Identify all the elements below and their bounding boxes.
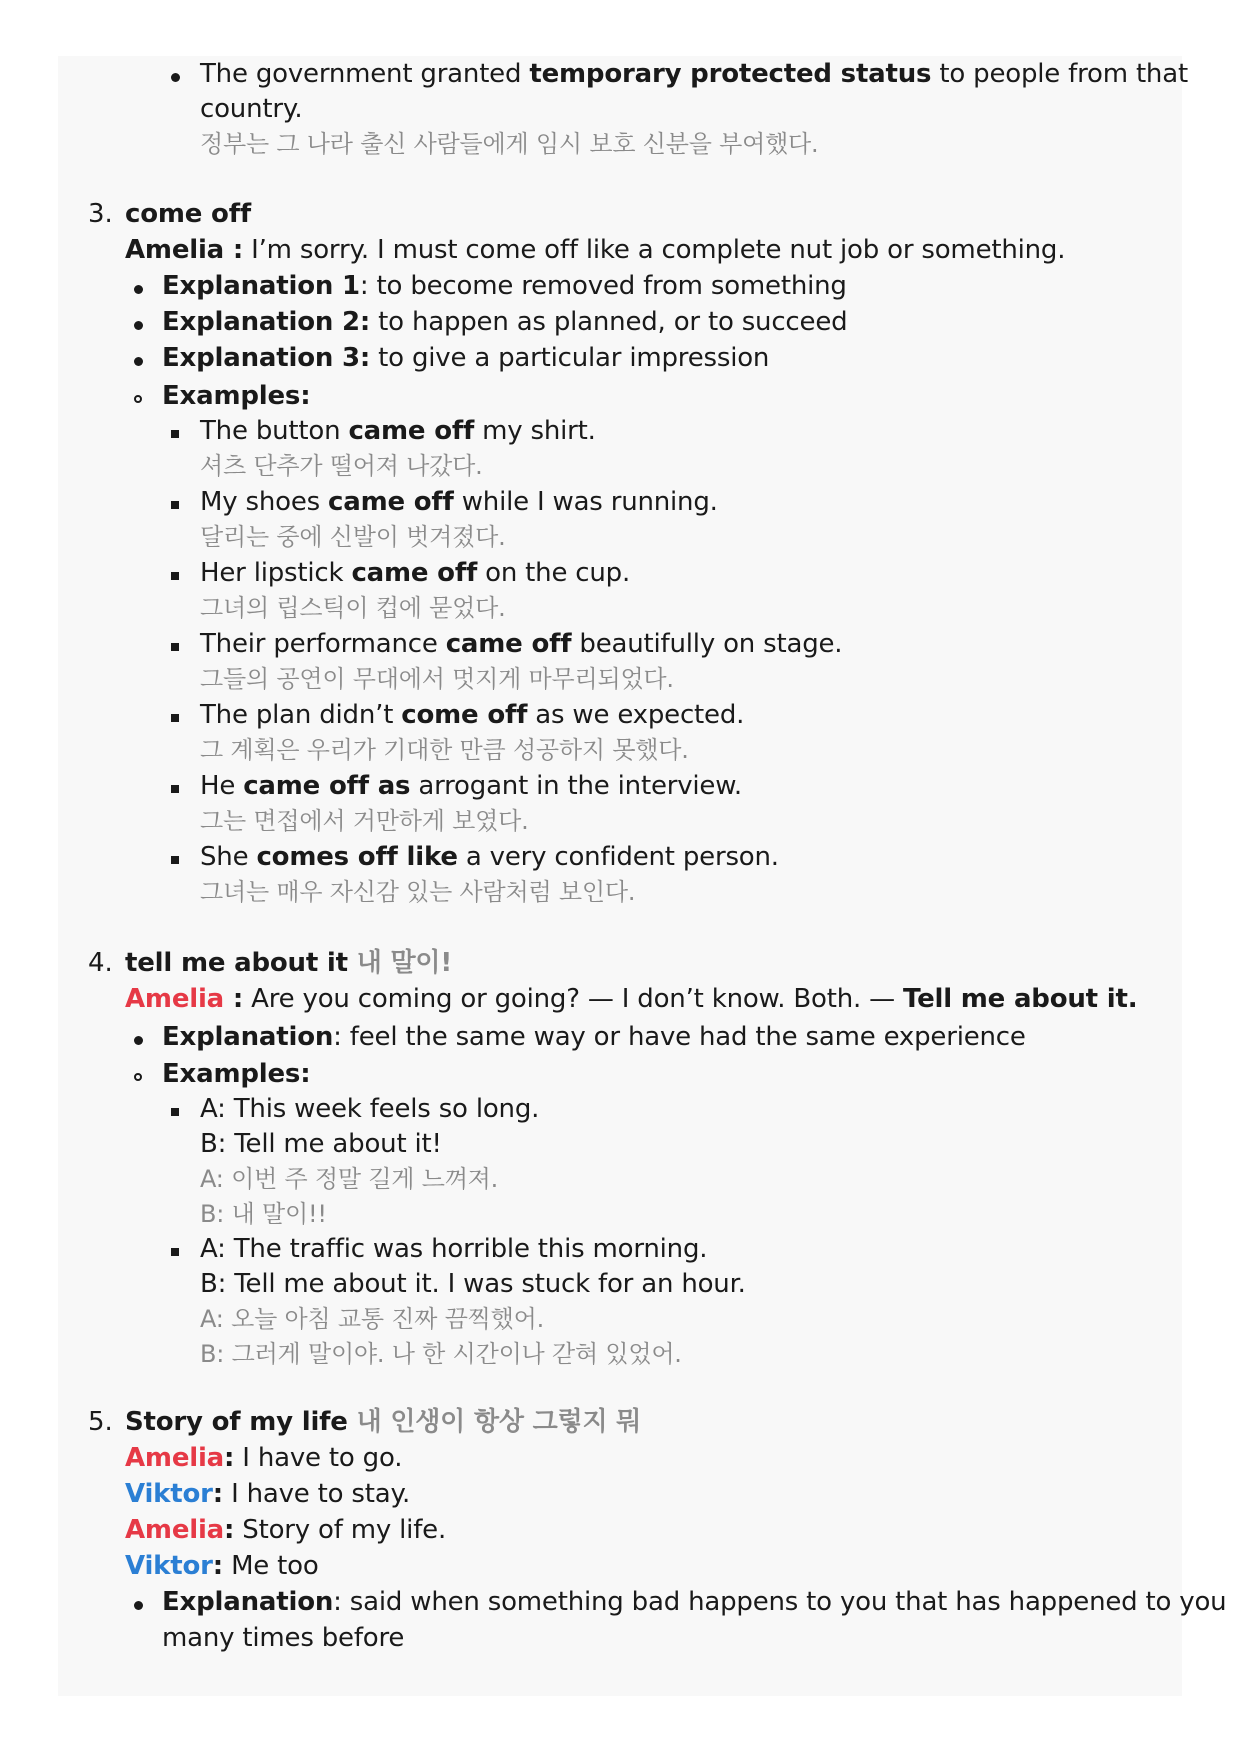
bullet-circle: [134, 395, 142, 403]
section-title: tell me about it 내 말이!: [125, 948, 452, 978]
section-number: 3.: [88, 199, 113, 229]
bullet: [134, 1601, 143, 1610]
example: Her lipstick came off on the cup.: [200, 558, 631, 588]
dialog-line: Viktor: Me too: [125, 1551, 319, 1581]
example: She comes off like a very confident person.: [200, 842, 779, 872]
example-b: B: Tell me about it!: [200, 1129, 442, 1159]
section-title: come off: [125, 199, 251, 229]
example-ko: 그녀의 립스틱이 컵에 묻었다.: [200, 594, 506, 622]
bullet-square: [171, 501, 179, 509]
section-title: Story of my life 내 인생이 항상 그렇지 뭐: [125, 1407, 642, 1437]
example-ko-a: A: 이번 주 정말 길게 느껴져.: [200, 1165, 499, 1193]
intro-example-wrap: country.: [200, 94, 303, 124]
bullet-circle: [134, 1073, 142, 1081]
bullet-square: [171, 1248, 179, 1256]
bullet-square: [171, 1108, 179, 1116]
intro-example-ko: 정부는 그 나라 출신 사람들에게 임시 보호 신분을 부여했다.: [200, 130, 819, 158]
bullet: [171, 73, 180, 82]
explanation-wrap: many times before: [162, 1623, 405, 1653]
example-ko: 달리는 중에 신발이 벗겨졌다.: [200, 523, 506, 551]
bullet-square: [171, 572, 179, 580]
example: My shoes came off while I was running.: [200, 487, 718, 517]
bullet-square: [171, 785, 179, 793]
example: He came off as arrogant in the interview.: [200, 771, 742, 801]
section-number: 5.: [88, 1407, 113, 1437]
bullet: [134, 357, 143, 366]
example-ko: 그녀는 매우 자신감 있는 사람처럼 보인다.: [200, 878, 636, 906]
dialog-line: Amelia: I have to go.: [125, 1443, 403, 1473]
bullet: [134, 285, 143, 294]
example-b: B: Tell me about it. I was stuck for an hour.: [200, 1269, 746, 1299]
explanation-2: Explanation 2: to happen as planned, or to succeed: [162, 307, 848, 337]
bullet-square: [171, 643, 179, 651]
example-a: A: The traffic was horrible this morning.: [200, 1234, 708, 1264]
explanation: Explanation: said when something bad happens to you that has happened to you: [162, 1587, 1227, 1617]
examples-label: Examples:: [162, 381, 311, 411]
section-number: 4.: [88, 948, 113, 978]
example: Their performance came off beautifully on stage.: [200, 629, 843, 659]
example-ko-a: A: 오늘 아침 교통 진짜 끔찍했어.: [200, 1305, 545, 1333]
example-ko: 셔츠 단추가 떨어져 나갔다.: [200, 452, 483, 480]
dialog-line: Amelia : I’m sorry. I must come off like a complete nut job or something.: [125, 235, 1066, 265]
dialog-line: Viktor: I have to stay.: [125, 1479, 411, 1509]
dialog-line: Amelia : Are you coming or going? — I don’t know. Both. — Tell me about it.: [125, 984, 1138, 1014]
dialog-line: Amelia: Story of my life.: [125, 1515, 447, 1545]
example-ko-b: B: 내 말이!!: [200, 1200, 327, 1228]
bullet-square: [171, 856, 179, 864]
explanation-3: Explanation 3: to give a particular impression: [162, 343, 770, 373]
example: The button came off my shirt.: [200, 416, 596, 446]
bullet: [134, 321, 143, 330]
bullet: [134, 1036, 143, 1045]
example-ko: 그들의 공연이 무대에서 멋지게 마무리되었다.: [200, 665, 674, 693]
example: The plan didn’t come off as we expected.: [200, 700, 745, 730]
example-ko: 그는 면접에서 거만하게 보였다.: [200, 807, 529, 835]
example-ko-b: B: 그러게 말이야. 나 한 시간이나 갇혀 있었어.: [200, 1340, 682, 1368]
example-ko: 그 계획은 우리가 기대한 만큼 성공하지 못했다.: [200, 736, 689, 764]
bullet-square: [171, 430, 179, 438]
explanation-1: Explanation 1: to become removed from something: [162, 271, 847, 301]
intro-example: The government granted temporary protected status to people from that: [200, 59, 1188, 89]
bullet-square: [171, 714, 179, 722]
example-a: A: This week feels so long.: [200, 1094, 540, 1124]
examples-label: Examples:: [162, 1059, 311, 1089]
explanation: Explanation: feel the same way or have had the same experience: [162, 1022, 1026, 1052]
